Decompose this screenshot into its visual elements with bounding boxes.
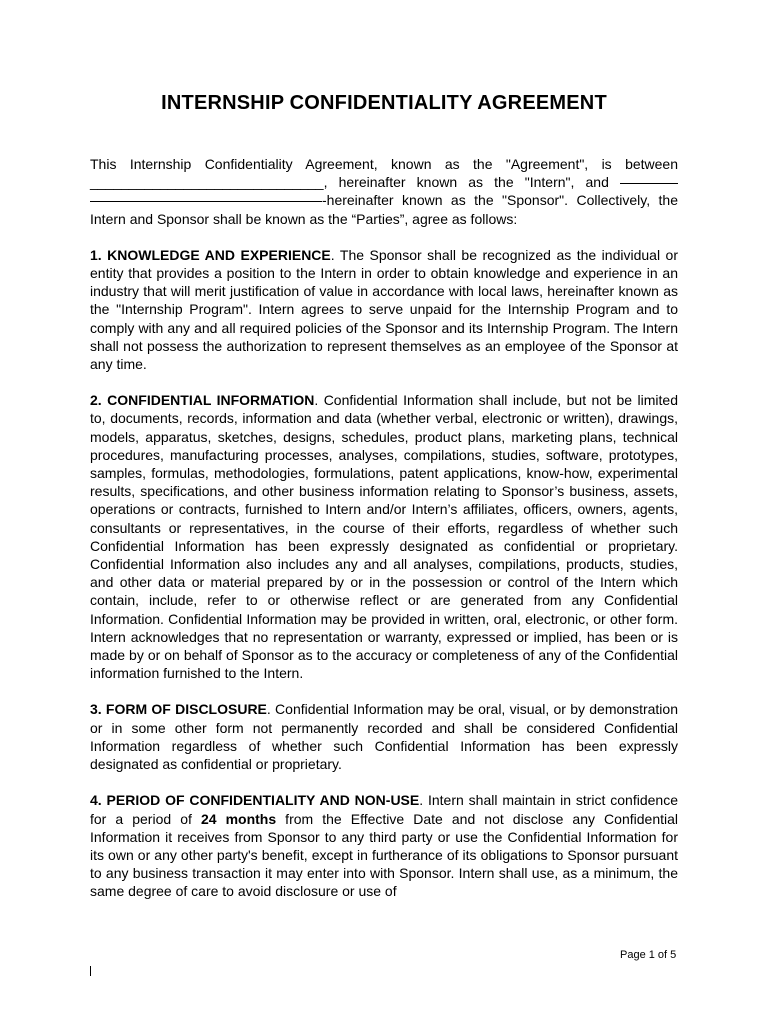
document-title: INTERNSHIP CONFIDENTIALITY AGREEMENT — [161, 92, 607, 114]
section-heading: 2. CONFIDENTIAL INFORMATION — [90, 392, 315, 409]
section-text: from the Effective Date and not disclose any Confidential Information it receives from Sponsor to any third party or use the Confidential Information for its own or any other party's benefit, except in furtherance of its obligations to Sponsor pursuant to any business transaction it may enter into with Sponsor. Intern shall use, as a minimum, the same degree of care to avoid disclosure or use of — [90, 810, 678, 900]
sponsor-blank-line-1 — [620, 183, 678, 184]
section-text: . Confidential Information may be oral, visual, or by demonstration or in some other form not permanently recorded and shall be considered Confidential Information regardless of whether such Confidential Information has been expressly designated as confidential or proprietary. — [90, 701, 678, 773]
section-period-of-confidentiality — [90, 791, 678, 900]
section-confidential-information — [90, 391, 678, 682]
period-term: 24 months — [200, 810, 277, 827]
section-form-of-disclosure — [90, 700, 678, 773]
section-text: . Intern shall maintain in strict confidence for a period of — [90, 792, 678, 827]
page-number: Page 1 of 5 — [620, 949, 677, 961]
section-text: . The Sponsor shall be recognized as the individual or entity that provides a position to the Intern in order to obtain knowledge and experience in an industry that will merit justification of value in accordance with local laws, hereinafter known as the "Internship Program". Intern agrees to serve unpaid for the Internship Program and to comply with any and all required policies of the Sponsor and its Internship Program. The Intern shall not possess the authorization to represent themselves as an employee of the Sponsor at any time. — [90, 246, 678, 373]
section-heading: 4. PERIOD OF CONFIDENTIALITY AND NON-USE — [90, 792, 420, 809]
document-body — [90, 155, 678, 919]
intro-text-1: This Internship Confidentiality Agreement, known as the "Agreement", is between ______________________________, hereinafter known as the "Intern", and — [90, 156, 678, 191]
section-text: . Confidential Information shall include, but not be limited to, documents, records, information and data (whether verbal, electronic or written), drawings, models, apparatus, sketches, designs, schedules, product plans, marketing plans, technical procedures, manufacturing processes, analyses, compilations, studies, software, prototypes, samples, formulas, methodologies, formulations, patent applications, know-how, experimental results, specifications, and other business information relating to Sponsor’s business, assets, operations or contracts, furnished to Intern and/or Intern’s affiliates, officers, owners, agents, consultants or representatives, in the course of their efforts, regardless of whether such Confidential Information has been expressly designated as confidential or proprietary. Confidential Information also includes any and all analyses, compilations, products, studies, and other data or material prepared by or in the possession or control of the Intern which contain, include, refer to or otherwise reflect or are generated from any Confidential Information. Confidential Information may be provided in written, oral, electronic, or other form. Intern acknowledges that no representation or warranty, expressed or implied, has been or is made by or on behalf of Sponsor as to the accuracy or completeness of any of the Confidential information furnished to the Intern. — [90, 392, 678, 682]
sponsor-blank-line-2 — [90, 201, 322, 202]
section-heading: 3. FORM OF DISCLOSURE — [90, 701, 267, 718]
intro-text-2: -hereinafter known as the "Sponsor". Collectively, the Intern and Sponsor shall be known as the “Parties”, agree as follows: — [90, 192, 678, 227]
section-knowledge — [90, 246, 678, 373]
section-heading: 1. KNOWLEDGE AND EXPERIENCE — [90, 246, 331, 263]
intro-paragraph — [90, 155, 678, 228]
text-cursor — [90, 966, 91, 976]
